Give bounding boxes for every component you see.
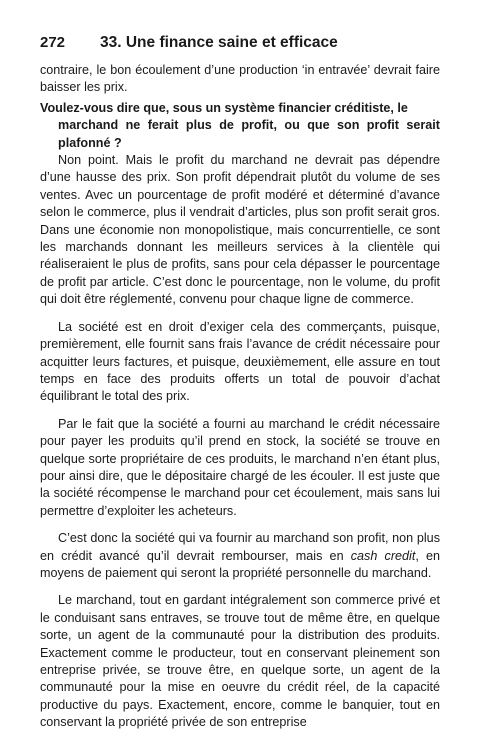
paragraph-merchant-credit: Par le fait que la société a fourni au marchand le crédit nécessaire pour payer les produits qu’il prend en stock, la société se trouve en quelque sorte propriétaire de ces produits, le marchand n’en étant plus, pour ainsi dire, que le dépositaire chargé de les écouler. Il est juste que la société récompense le marchand pour cet écoulement, mais sans lui permettre d’exploiter les acheteurs.	[40, 416, 440, 518]
paragraph-continuation: contraire, le bon écoulement d’une production ‘in entravée’ devrait faire baisser les prix.	[40, 63, 440, 95]
running-header	[40, 34, 440, 52]
question-heading	[40, 100, 440, 152]
paragraph-society-rights: La société est en droit d’exiger cela des commerçants, puisque, premièrement, elle fournit sans frais l’avance de crédit nécessaire pour acquitter leurs factures, et puisque, deuxièmement, elle assure en tout temps en face des produits offerts un total de pouvoir d’achat équilibrant le total des prix.	[40, 319, 440, 404]
paragraph-cash-credit	[40, 530, 440, 582]
paragraph-cash-credit-part1: C’est donc la société qui va fournir au marchand son profit, non plus en crédit avancé qu’il devrait rembourser, mais en	[40, 531, 440, 563]
question-first-line: Voulez-vous dire que, sous un système financier créditiste, le	[40, 100, 408, 115]
page-number: 272	[40, 34, 66, 51]
paragraph-cash-credit-part2: , en moyens de paiement qui seront la propriété personnelle du marchand.	[40, 548, 441, 580]
question-rest: marchand ne ferait plus de profit, ou que son profit serait plafonné ?	[58, 118, 440, 150]
cash-credit-term: cash credit	[350, 548, 416, 563]
chapter-title: 33. Une finance saine et efficace	[100, 34, 338, 51]
book-page	[40, 34, 440, 732]
paragraph-community-agent: Le marchand, tout en gardant intégralement son commerce privé et le conduisant sans entraves, se trouve tout de même être, en quelque sorte, un agent de la communauté pour la distribution des produits. Exactement comme le producteur, tout en conservant pleinement son entreprise privée, se trouve être, en quelque sorte, un agent de la communauté pour la mise en oeuvre du crédit réel, de la capacité productive du pays. Exactement, encore, comme le banquier, tout en conservant la propriété privée de son entreprise	[40, 593, 440, 730]
paragraph-answer: Non point. Mais le profit du marchand ne devrait pas dépendre d’une hausse des prix. Son profit dépendrait plutôt du volume de ses ventes. Avec un pourcentage de profit modéré et déterminé d’avance selon le commerce, plus il vendrait d’articles, plus son profit serait gros. Dans une économie non monopolistique, mais concurrentielle, ce sont les marchands donnant les meilleurs services à la clientèle qui réaliseraient le plus de profits, sans pour cela dépasser le pourcentage de profit par article. C’est donc le pourcentage, non le volume, du profit qui doit être réglementé, convenu pour chaque ligne de commerce.	[40, 153, 440, 307]
